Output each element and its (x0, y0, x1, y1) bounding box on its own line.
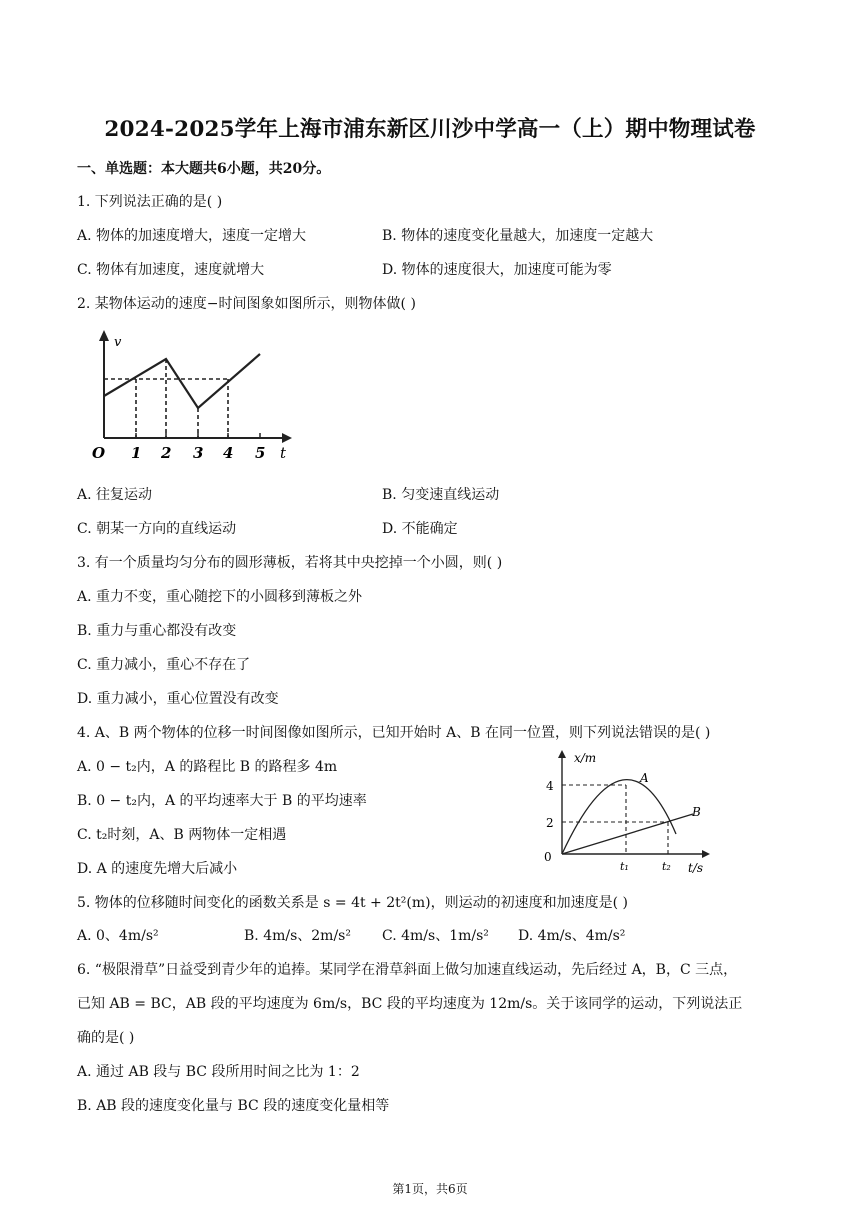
q2-tick-5: 5 (255, 444, 266, 462)
q2-y-label: v (114, 335, 122, 350)
page-footer: 第1页，共6页 (392, 1182, 468, 1196)
q5-option-c: C. 4m/s、1m/s² (382, 928, 489, 944)
q4-curve-a-label: A (640, 771, 649, 785)
q4-xt-graph (536, 746, 716, 882)
section-heading: 一、单选题：本大题共6小题，共20分。 (77, 161, 331, 177)
q6-stem-line-2: 已知 AB = BC，AB 段的平均速度为 6m/s，BC 段的平均速度为 12m/s。关于该同学的运动，下列说法正 (77, 996, 743, 1012)
q2-option-d: D. 不能确定 (382, 521, 458, 537)
q6-stem-line-1: 6. “极限滑草”日益受到青少年的追捧。某同学在滑草斜面上做匀加速直线运动，先后经过 A，B，C 三点， (77, 962, 738, 978)
q4-line-b-label: B (692, 805, 701, 819)
q2-x-label: t (280, 444, 287, 462)
q4-x-label: t/s (688, 861, 704, 875)
q4-y-tick-4: 4 (546, 779, 554, 793)
q2-option-b: B. 匀变速直线运动 (382, 487, 500, 503)
q4-y-label: x/m (574, 751, 597, 765)
q1-option-d: D. 物体的速度很大，加速度可能为零 (382, 262, 612, 278)
q6-stem-line-3: 确的是( ) (77, 1030, 135, 1046)
q5-option-b: B. 4m/s、2m/s² (244, 928, 351, 944)
q2-tick-2: 2 (161, 444, 172, 462)
q5-option-a: A. 0、4m/s² (77, 928, 159, 944)
q4-option-b: B. 0 − t₂内，A 的平均速率大于 B 的平均速率 (77, 793, 367, 809)
q1-stem: 1. 下列说法正确的是( ) (77, 194, 223, 210)
q3-stem: 3. 有一个质量均匀分布的圆形薄板，若将其中央挖掉一个小圆，则( ) (77, 555, 503, 571)
q2-vt-graph (88, 326, 298, 466)
q2-stem: 2. 某物体运动的速度−时间图象如图所示，则物体做( ) (77, 296, 416, 312)
q4-origin-label: 0 (544, 850, 552, 864)
q5-option-d: D. 4m/s、4m/s² (518, 928, 626, 944)
q1-option-b: B. 物体的速度变化量越大，加速度一定越大 (382, 228, 654, 244)
q4-option-a: A. 0 − t₂内，A 的路程比 B 的路程多 4m (77, 759, 338, 775)
q6-option-a: A. 通过 AB 段与 BC 段所用时间之比为 1：2 (77, 1064, 360, 1080)
q3-option-b: B. 重力与重心都没有改变 (77, 623, 237, 639)
q2-option-c: C. 朝某一方向的直线运动 (77, 521, 237, 537)
q3-option-d: D. 重力减小，重心位置没有改变 (77, 691, 279, 707)
q2-tick-4: 4 (223, 444, 234, 462)
q4-option-d: D. A 的速度先增大后减小 (77, 861, 238, 877)
q2-tick-1: 1 (131, 444, 142, 462)
q4-x-tick-t1: t₁ (620, 860, 629, 873)
q3-option-a: A. 重力不变，重心随挖下的小圆移到薄板之外 (77, 589, 363, 605)
q5-stem: 5. 物体的位移随时间变化的函数关系是 s = 4t + 2t²(m)，则运动的初速度和加速度是( ) (77, 895, 628, 911)
q2-tick-3: 3 (193, 444, 204, 462)
page-title: 2024-2025学年上海市浦东新区川沙中学高一（上）期中物理试卷 (104, 117, 756, 142)
q6-option-b: B. AB 段的速度变化量与 BC 段的速度变化量相等 (77, 1098, 390, 1114)
q2-origin-label: O (92, 444, 106, 462)
q1-option-c: C. 物体有加速度，速度就增大 (77, 262, 265, 278)
q2-option-a: A. 往复运动 (77, 487, 153, 503)
q3-option-c: C. 重力减小，重心不存在了 (77, 657, 251, 673)
q4-y-tick-2: 2 (546, 816, 554, 830)
q1-option-a: A. 物体的加速度增大，速度一定增大 (77, 228, 307, 244)
q4-option-c: C. t₂时刻，A、B 两物体一定相遇 (77, 827, 287, 843)
q4-stem: 4. A、B 两个物体的位移一时间图像如图所示，已知开始时 A、B 在同一位置，则下列说法错误的是( ) (77, 725, 711, 741)
q4-x-tick-t2: t₂ (662, 860, 671, 873)
